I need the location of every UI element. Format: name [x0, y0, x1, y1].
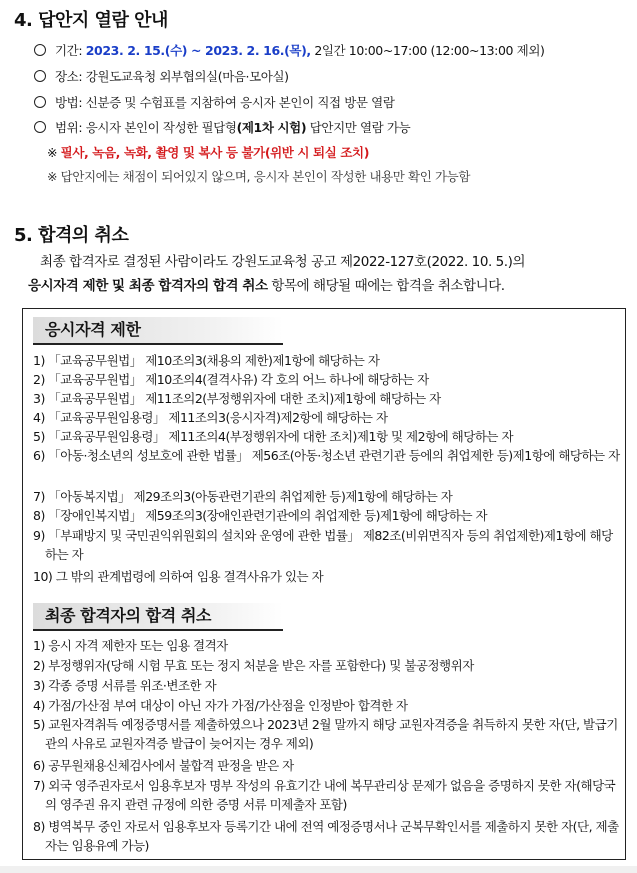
period-row: [34, 41, 545, 59]
box1-item-3: 3) 「교육공무원법」 제11조의2(부정행위자에 대한 조치)제1항에 해당하는 자: [33, 391, 441, 406]
eligibility-box: [22, 308, 626, 860]
method-text: 방법: 신분증 및 수험표를 지참하여 응시자 본인이 직접 방문 열람: [55, 95, 395, 110]
warning-text: 필사, 녹음, 녹화, 촬영 및 복사 등 불가(위반 시 퇴실 조치): [60, 145, 370, 160]
scope-post: 답안지만 열람 가능: [306, 120, 411, 135]
reference-mark-icon: ※: [47, 145, 58, 160]
box1-title: 응시자격 제한: [33, 317, 283, 345]
section5-title: 5. 합격의 취소: [14, 225, 129, 246]
scope-pre: 범위: 응시자 본인이 작성한 필답형: [55, 120, 237, 135]
box1-item-10: 10) 그 밖의 관계법령에 의하여 임용 결격사유가 있는 자: [33, 569, 324, 584]
scope-row: [34, 118, 410, 136]
box2-title: 최종 합격자의 합격 취소: [33, 603, 283, 631]
box2-item-4: 4) 가점/가산점 부여 대상이 아닌 자가 가점/가산점을 인정받아 합격한 자: [33, 698, 408, 713]
circle-bullet-icon: [34, 121, 46, 133]
period-value: 2023. 2. 15.(수) ~ 2023. 2. 16.(목),: [85, 43, 311, 58]
paragraph-line-2: [28, 274, 628, 298]
box2-item-8: 8) 병역복무 중인 자로서 임용후보자 등록기간 내에 전역 예정증명서나 군복무확인서를 제출하지 못한 자(단, 제출자는 임용유예 가능): [33, 819, 619, 853]
circle-bullet-icon: [34, 70, 46, 82]
note-text: 답안지에는 채점이 되어있지 않으며, 응시자 본인이 작성한 내용만 확인 가능함: [60, 169, 470, 184]
warning-row: [47, 143, 369, 161]
paragraph-bold: 응시자격 제한 및 최종 합격자의 합격 취소: [28, 278, 268, 294]
place-text: 장소: 강원도교육청 외부협의실(마음·모아실): [55, 69, 289, 84]
box2-item-5: 5) 교원자격취득 예정증명서를 제출하였으나 2023년 2월 말까지 해당 교원자격증을 취득하지 못한 자(단, 발급기관의 사유로 교원자격증 발급이 늦어지는 경우 제외): [33, 717, 618, 751]
place-row: [34, 67, 289, 85]
box2-item-7: 7) 외국 영주권자로서 임용후보자 명부 작성의 유효기간 내에 복무관리상 문제가 없음을 증명하지 못한 자(해당국의 영주권 유지 관련 규정에 의한 증명 서류 미제출자 포함): [33, 778, 616, 812]
period-rest: 2일간 10:00~17:00 (12:00~13:00 제외): [310, 43, 545, 58]
circle-bullet-icon: [34, 96, 46, 108]
note-row: [47, 167, 470, 185]
box1-item-7: 7) 「아동복지법」 제29조의3(아동관련기관의 취업제한 등)제1항에 해당하는 자: [33, 489, 453, 504]
box1-item-1: 1) 「교육공무원법」 제10조의3(채용의 제한)제1항에 해당하는 자: [33, 353, 380, 368]
box1-item-2: 2) 「교육공무원법」 제10조의4(결격사유) 각 호의 어느 하나에 해당하는 자: [33, 372, 429, 387]
box1-item-5: 5) 「교육공무원임용령」 제11조의4(부정행위자에 대한 조치)제1항 및 제2항에 해당하는 자: [33, 429, 514, 444]
page-bottom-strip: [0, 866, 637, 873]
cancellation-paragraph: [28, 250, 628, 298]
section4-title: 4. 답안지 열람 안내: [14, 10, 168, 31]
period-label: 기간:: [55, 43, 86, 58]
circle-bullet-icon: [34, 44, 46, 56]
box1-item-8: 8) 「장애인복지법」 제59조의3(장애인관련기관에의 취업제한 등)제1항에 해당하는 자: [33, 508, 488, 523]
box1-item-4: 4) 「교육공무원임용령」 제11조의3(응시자격)제2항에 해당하는 자: [33, 410, 388, 425]
paragraph-rest: 항목에 해당될 때에는 합격을 취소합니다.: [267, 278, 505, 294]
reference-mark-icon: ※: [47, 169, 58, 184]
box1-item-6: 6) 「아동·청소년의 성보호에 관한 법률」 제56조(아동·청소년 관련기관 등에의 취업제한 등)제1항에 해당하는 자: [33, 448, 620, 463]
box2-item-3: 3) 각종 증명 서류를 위조·변조한 자: [33, 678, 217, 693]
method-row: [34, 93, 395, 111]
box2-item-6: 6) 공무원채용신체검사에서 불합격 판정을 받은 자: [33, 758, 294, 773]
scope-bold: (제1차 시험): [236, 120, 307, 135]
box1-item-9: 9) 「부패방지 및 국민권익위원회의 설치와 운영에 관한 법률」 제82조(비위면직자 등의 취업제한)제1항에 해당하는 자: [33, 528, 613, 562]
paragraph-line-1: 최종 합격자로 결정된 사람이라도 강원도교육청 공고 제2022-127호(2022. 10. 5.)의: [40, 254, 526, 270]
box2-item-1: 1) 응시 자격 제한자 또는 임용 결격자: [33, 638, 228, 653]
box2-item-2: 2) 부정행위자(당해 시험 무효 또는 정지 처분을 받은 자를 포함한다) 및 불공정행위자: [33, 658, 474, 673]
